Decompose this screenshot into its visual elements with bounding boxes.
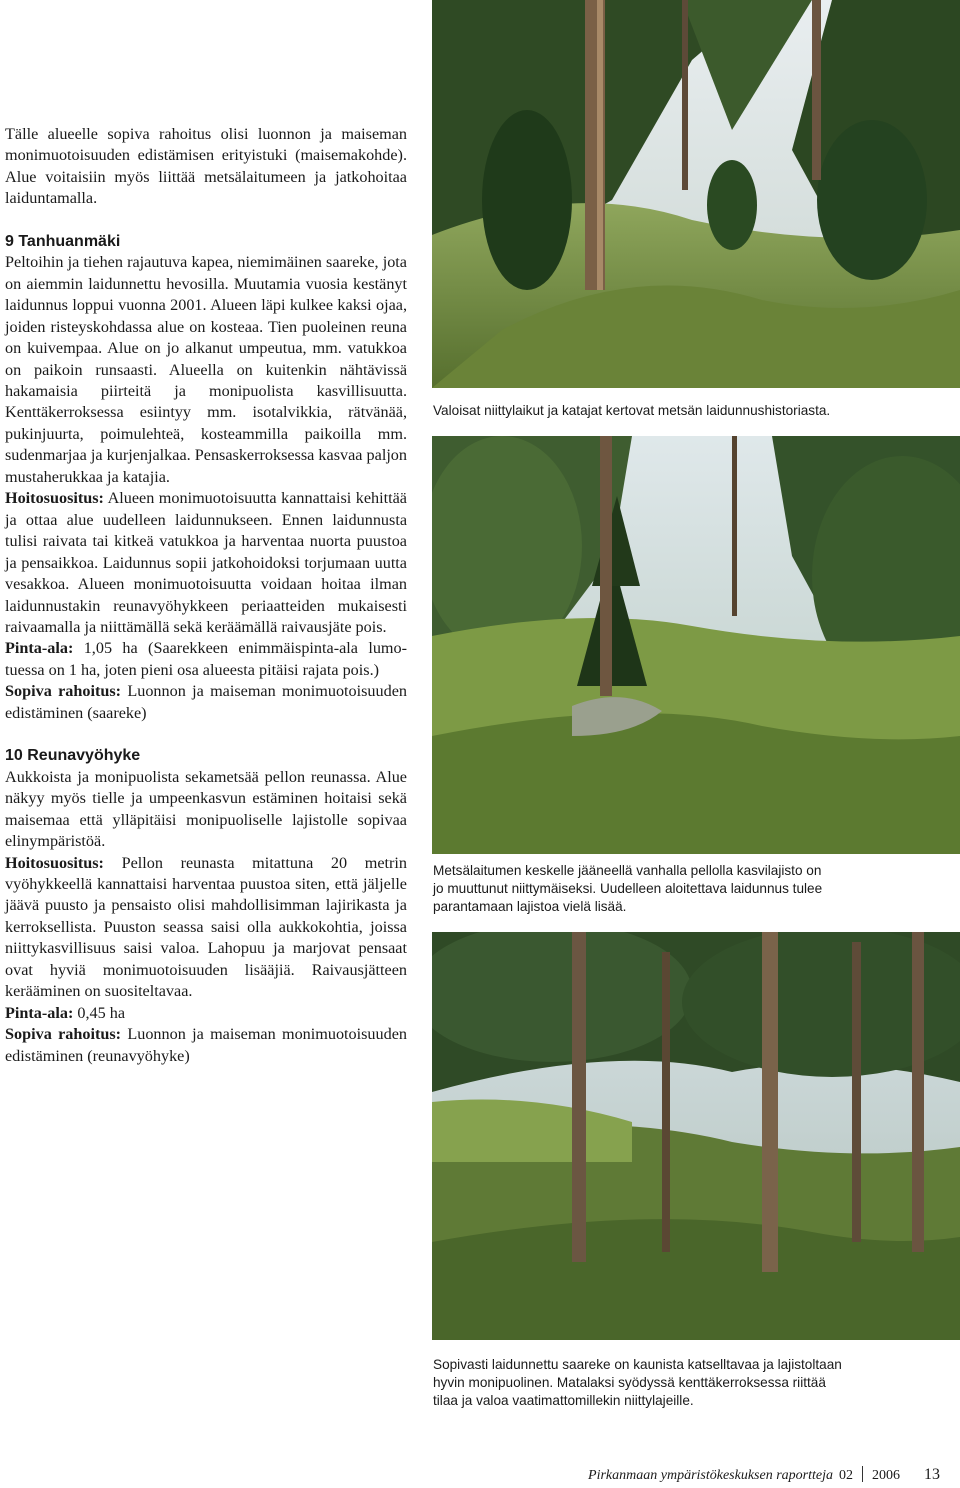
section-9-heading: 9 Tanhuanmäki (5, 232, 121, 250)
care-text: Pellon reunasta mitattuna 20 metrin vyöhykkeellä kannattaisi harventaa puustoa siten, että jäljelle jäävä puusto ja pensaisto olisi mahdollisimman lajirikasta ja kerroksellista. Puuston seassa saisi olla aukkokohtia, joissa niittykasvillisuus saisi valoa. Lahopuu ja marjovat pensaat ovat hyviä monimuotoisuuden lisääjiä. Raivausjätteen kerääminen on suositeltavaa. (5, 853, 407, 1001)
forest-photo-2 (432, 436, 960, 854)
area-text: 0,45 ha (73, 1003, 126, 1022)
publication-year: 2006 (872, 1468, 900, 1483)
intro-paragraph: Tälle alueelle sopiva rahoitus olisi luonnon ja maiseman monimuotoisuuden edistämisen erityistuki (maisemakohde). Alue voitaisiin myös liittää metsälaitumeen ja jatkohoitaa laiduntamalla. (5, 125, 407, 208)
section-9-care (5, 488, 407, 638)
photo-1-caption: Valoisat niittylaikut ja katajat kertovat metsän laidunnushistoriasta. (433, 403, 831, 418)
section-10-body: Aukkoista ja monipuolista sekametsää pellon reunassa. Alue näkyy myös tielle ja umpeenkasvun estäminen hoitaisi sekä maisemaa että ylläpitäisi monipuoliselle lajistolle sopivaa elinympäristöä. (5, 767, 407, 851)
issue-number: 02 (839, 1468, 853, 1483)
section-9-body: Peltoihin ja tiehen rajautuva kapea, niemimäinen saareke, jota on aiemmin laidunnettu hevosilla. Muutamia vuosia kestänyt laidunnus loppui vuonna 2001. Alueen läpi kulkee kaksi ojaa, joiden risteyskohdassa alue on kosteaa. Tien puoleinen reuna on kuivempaa. Alue on jo alkanut umpeutua, mm. vatukkoa on paikoin runsaasti. Alueella on kuitenkin nähtävissä hakamaisia piirteitä ja monipuolista kasvillisuutta. Kenttäkerroksessa esiintyy mm. isotalvikkia, rätvänää, pukinjuurta, poimulehteä, kosteammilla paikoilla mm. sudenmarjaa ja kurjenjalkaa. Pensaskerroksessa kasvaa paljon mustaherukkaa ja katajia. (5, 253, 407, 486)
photo-2-caption: Metsälaitumen keskelle jääneellä vanhalla pellolla kasvilajisto on jo muuttunut niittymäiseksi. Uudelleen aloitettava laidunnus tulee parantamaan lajistoa vielä lisää. (433, 863, 823, 915)
care-label: Hoitosuositus: (5, 853, 104, 872)
section-10-heading: 10 Reunavyöhyke (5, 747, 141, 765)
area-text: 1,05 ha (Saarekkeen enimmäispinta-ala lumo-tuessa on 1 ha, joten pieni osa alueesta pitäisi rajata pois.) (5, 639, 407, 679)
publication-title: Pirkanmaan ympäristökeskuksen raportteja (588, 1468, 833, 1483)
funding-text: Luonnon ja maiseman monimuotoisuuden edistäminen (reunavyöhyke) (5, 1025, 407, 1065)
funding-text: Luonnon ja maiseman monimuotoisuuden edistäminen (saareke) (5, 682, 407, 722)
funding-label: Sopiva rahoitus: (5, 1025, 122, 1044)
footer-divider (862, 1466, 863, 1482)
section-9-funding (5, 681, 407, 724)
funding-label: Sopiva rahoitus: (5, 682, 122, 701)
area-label: Pinta-ala: (5, 639, 74, 658)
forest-photo-3 (432, 932, 960, 1340)
section-10-care (5, 853, 407, 1003)
page-number: 13 (924, 1466, 940, 1483)
main-text-column (5, 124, 407, 1067)
area-label: Pinta-ala: (5, 1003, 74, 1022)
care-text: Alueen monimuotoisuutta kannattaisi kehittää ja ottaa alue uudelleen laidunnukseen. Ennen laidunnusta tulisi raivata tai kitkeä vatukkoa ja harventaa nuorta puustoa ja pensaikkoa. Laidunnus sopii jatkohoidoksi torjumaan uutta vesakkoa. Alueen monimuotoisuutta voidaan hoitaa ilman laidunnustakin reunavyöhykkeen periaatteiden mukaisesti raivaamalla ja niittämällä sekä keräämällä raivausjäte pois. (5, 489, 407, 636)
section-10-funding (5, 1024, 407, 1067)
forest-photo-1 (432, 0, 960, 388)
photo-3-caption: Sopivasti laidunnettu saareke on kaunista katselltavaa ja lajistoltaan hyvin monipuolinen. Matalaksi syödyssä kenttäkerroksessa riittää tilaa ja valoa vaatimattomillekin niittylajeille. (433, 1357, 842, 1409)
section-10-area (5, 1003, 407, 1024)
page-footer (460, 1463, 940, 1484)
section-9-area (5, 638, 407, 681)
care-label: Hoitosuositus: (5, 489, 104, 508)
